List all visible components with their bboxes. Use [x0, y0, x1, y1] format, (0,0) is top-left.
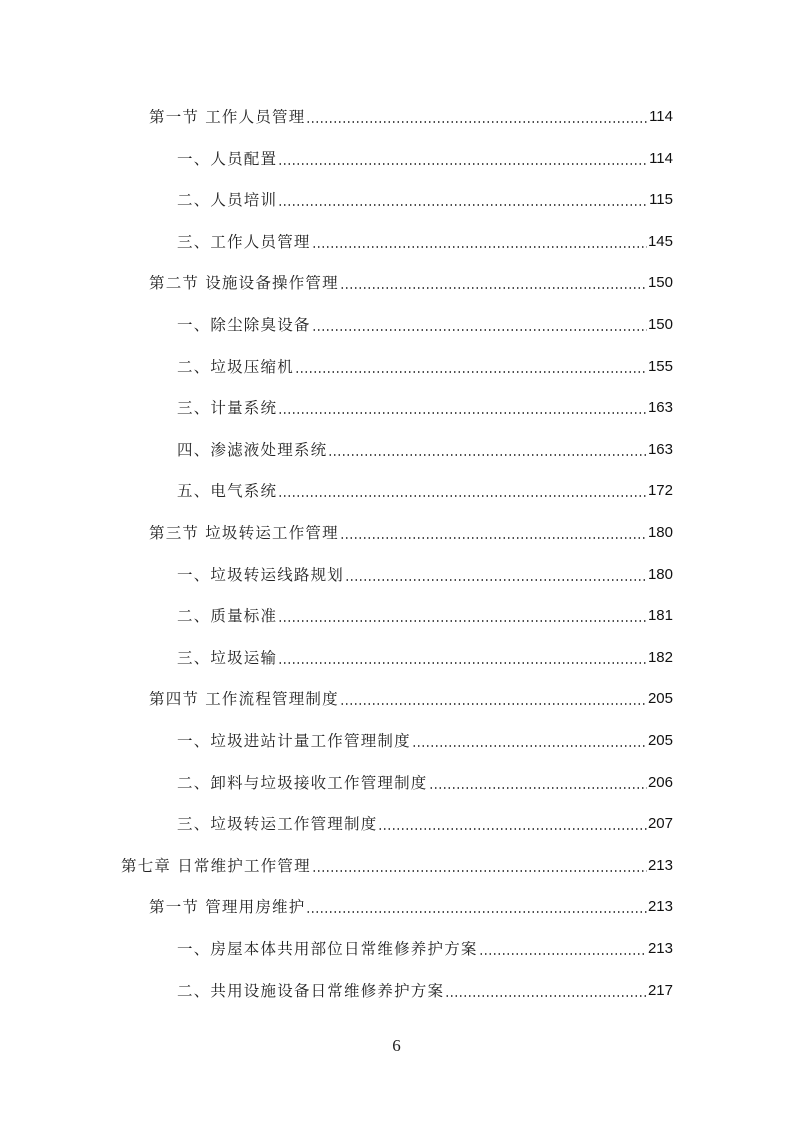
- dot-leader: [278, 187, 648, 213]
- toc-entry-item[interactable]: [177, 229, 673, 255]
- toc-entry-page: 213: [647, 856, 673, 874]
- toc-entry-title: 一、垃圾进站计量工作管理制度: [177, 732, 411, 750]
- toc-entry-item[interactable]: [177, 437, 673, 463]
- toc-entry-title: 三、垃圾转运工作管理制度: [177, 815, 378, 834]
- toc-entry-item[interactable]: [177, 354, 673, 380]
- toc-entry-title: 二、卸料与垃圾接收工作管理制度: [177, 773, 428, 792]
- dot-leader: [479, 936, 647, 962]
- toc-entry-item[interactable]: [177, 645, 673, 671]
- toc-entry-item[interactable]: [177, 146, 673, 172]
- dot-leader: [328, 437, 647, 463]
- dot-leader: [306, 894, 647, 920]
- toc-entry-section[interactable]: [149, 686, 673, 712]
- toc-entry-page: 114: [649, 108, 673, 125]
- toc-entry-section[interactable]: [149, 104, 673, 130]
- toc-entry-item[interactable]: [177, 936, 673, 962]
- toc-entry-page: 207: [647, 815, 673, 833]
- toc-entry-section[interactable]: [149, 520, 673, 546]
- toc-entry-title: 三、工作人员管理: [177, 232, 311, 251]
- toc-entry-section[interactable]: [149, 894, 673, 920]
- dot-leader: [278, 478, 647, 504]
- toc-entry-title: 第三节 垃圾转运工作管理: [149, 524, 339, 542]
- dot-leader: [429, 770, 647, 796]
- dot-leader: [378, 811, 647, 837]
- toc-entry-page: 155: [647, 357, 673, 375]
- toc-entry-title: 二、质量标准: [177, 607, 278, 626]
- toc-entry-page: 181: [647, 607, 673, 625]
- toc-entry-page: 114: [649, 149, 673, 167]
- toc-entry-page: 206: [647, 773, 673, 791]
- toc-entry-title: 第二节 设施设备操作管理: [149, 274, 339, 293]
- toc-entry-page: 115: [649, 191, 673, 209]
- toc-entry-item[interactable]: [177, 187, 673, 213]
- toc-entry-item[interactable]: [177, 728, 673, 754]
- toc-entry-title: 二、人员培训: [177, 191, 278, 210]
- toc-entry-title: 二、垃圾压缩机: [177, 357, 294, 376]
- toc-entry-page: 205: [647, 690, 673, 708]
- toc-entry-page: 213: [647, 940, 673, 957]
- toc-entry-item[interactable]: [177, 478, 673, 504]
- toc-entry-item[interactable]: [177, 811, 673, 837]
- toc-entry-page: 217: [647, 981, 673, 999]
- dot-leader: [278, 146, 648, 172]
- dot-leader: [445, 978, 647, 1004]
- dot-leader: [340, 686, 647, 712]
- toc-entry-item[interactable]: [177, 562, 673, 588]
- toc-entry-page: 172: [647, 482, 673, 500]
- toc-entry-page: 180: [647, 565, 673, 583]
- toc-entry-page: 150: [647, 316, 673, 333]
- dot-leader: [340, 270, 647, 296]
- toc-entry-title: 三、计量系统: [177, 399, 278, 418]
- toc-entry-item[interactable]: [177, 395, 673, 421]
- toc-entry-title: 四、渗滤液处理系统: [177, 440, 328, 459]
- dot-leader: [278, 603, 647, 629]
- toc-entry-chapter[interactable]: [121, 853, 673, 879]
- toc-entry-page: 205: [647, 732, 673, 749]
- toc-entry-item[interactable]: [177, 770, 673, 796]
- toc-entry-section[interactable]: [149, 270, 673, 296]
- toc-entry-page: 182: [647, 648, 673, 666]
- toc-entry-item[interactable]: [177, 978, 673, 1004]
- toc-entry-title: 二、共用设施设备日常维修养护方案: [177, 981, 445, 1000]
- toc-entry-title: 五、电气系统: [177, 482, 278, 501]
- toc-entry-title: 一、垃圾转运线路规划: [177, 565, 345, 584]
- page-number: 6: [392, 1036, 401, 1055]
- toc-entry-page: 150: [647, 274, 673, 292]
- toc-entry-title: 第七章 日常维护工作管理: [121, 856, 311, 875]
- toc-entry-title: 一、房屋本体共用部位日常维修养护方案: [177, 940, 478, 958]
- toc-entry-title: 一、除尘除臭设备: [177, 316, 311, 334]
- dot-leader: [278, 645, 647, 671]
- dot-leader: [312, 229, 647, 255]
- dot-leader: [312, 853, 647, 879]
- toc-entry-page: 145: [647, 232, 673, 250]
- toc-entry-page: 180: [647, 524, 673, 541]
- dot-leader: [295, 354, 647, 380]
- toc-entry-page: 163: [647, 440, 673, 458]
- toc-entry-title: 第四节 工作流程管理制度: [149, 690, 339, 709]
- toc-entry-title: 第一节 工作人员管理: [149, 108, 306, 126]
- dot-leader: [306, 104, 648, 130]
- toc-entry-title: 三、垃圾运输: [177, 648, 278, 667]
- toc-entry-item[interactable]: [177, 312, 673, 338]
- dot-leader: [278, 395, 647, 421]
- dot-leader: [345, 562, 647, 588]
- toc-entry-title: 一、人员配置: [177, 149, 278, 168]
- dot-leader: [340, 520, 647, 546]
- toc-entry-title: 第一节 管理用房维护: [149, 898, 306, 917]
- dot-leader: [312, 312, 647, 338]
- toc-entry-page: 163: [647, 399, 673, 417]
- toc-entry-item[interactable]: [177, 603, 673, 629]
- dot-leader: [412, 728, 647, 754]
- toc-entry-page: 213: [647, 898, 673, 916]
